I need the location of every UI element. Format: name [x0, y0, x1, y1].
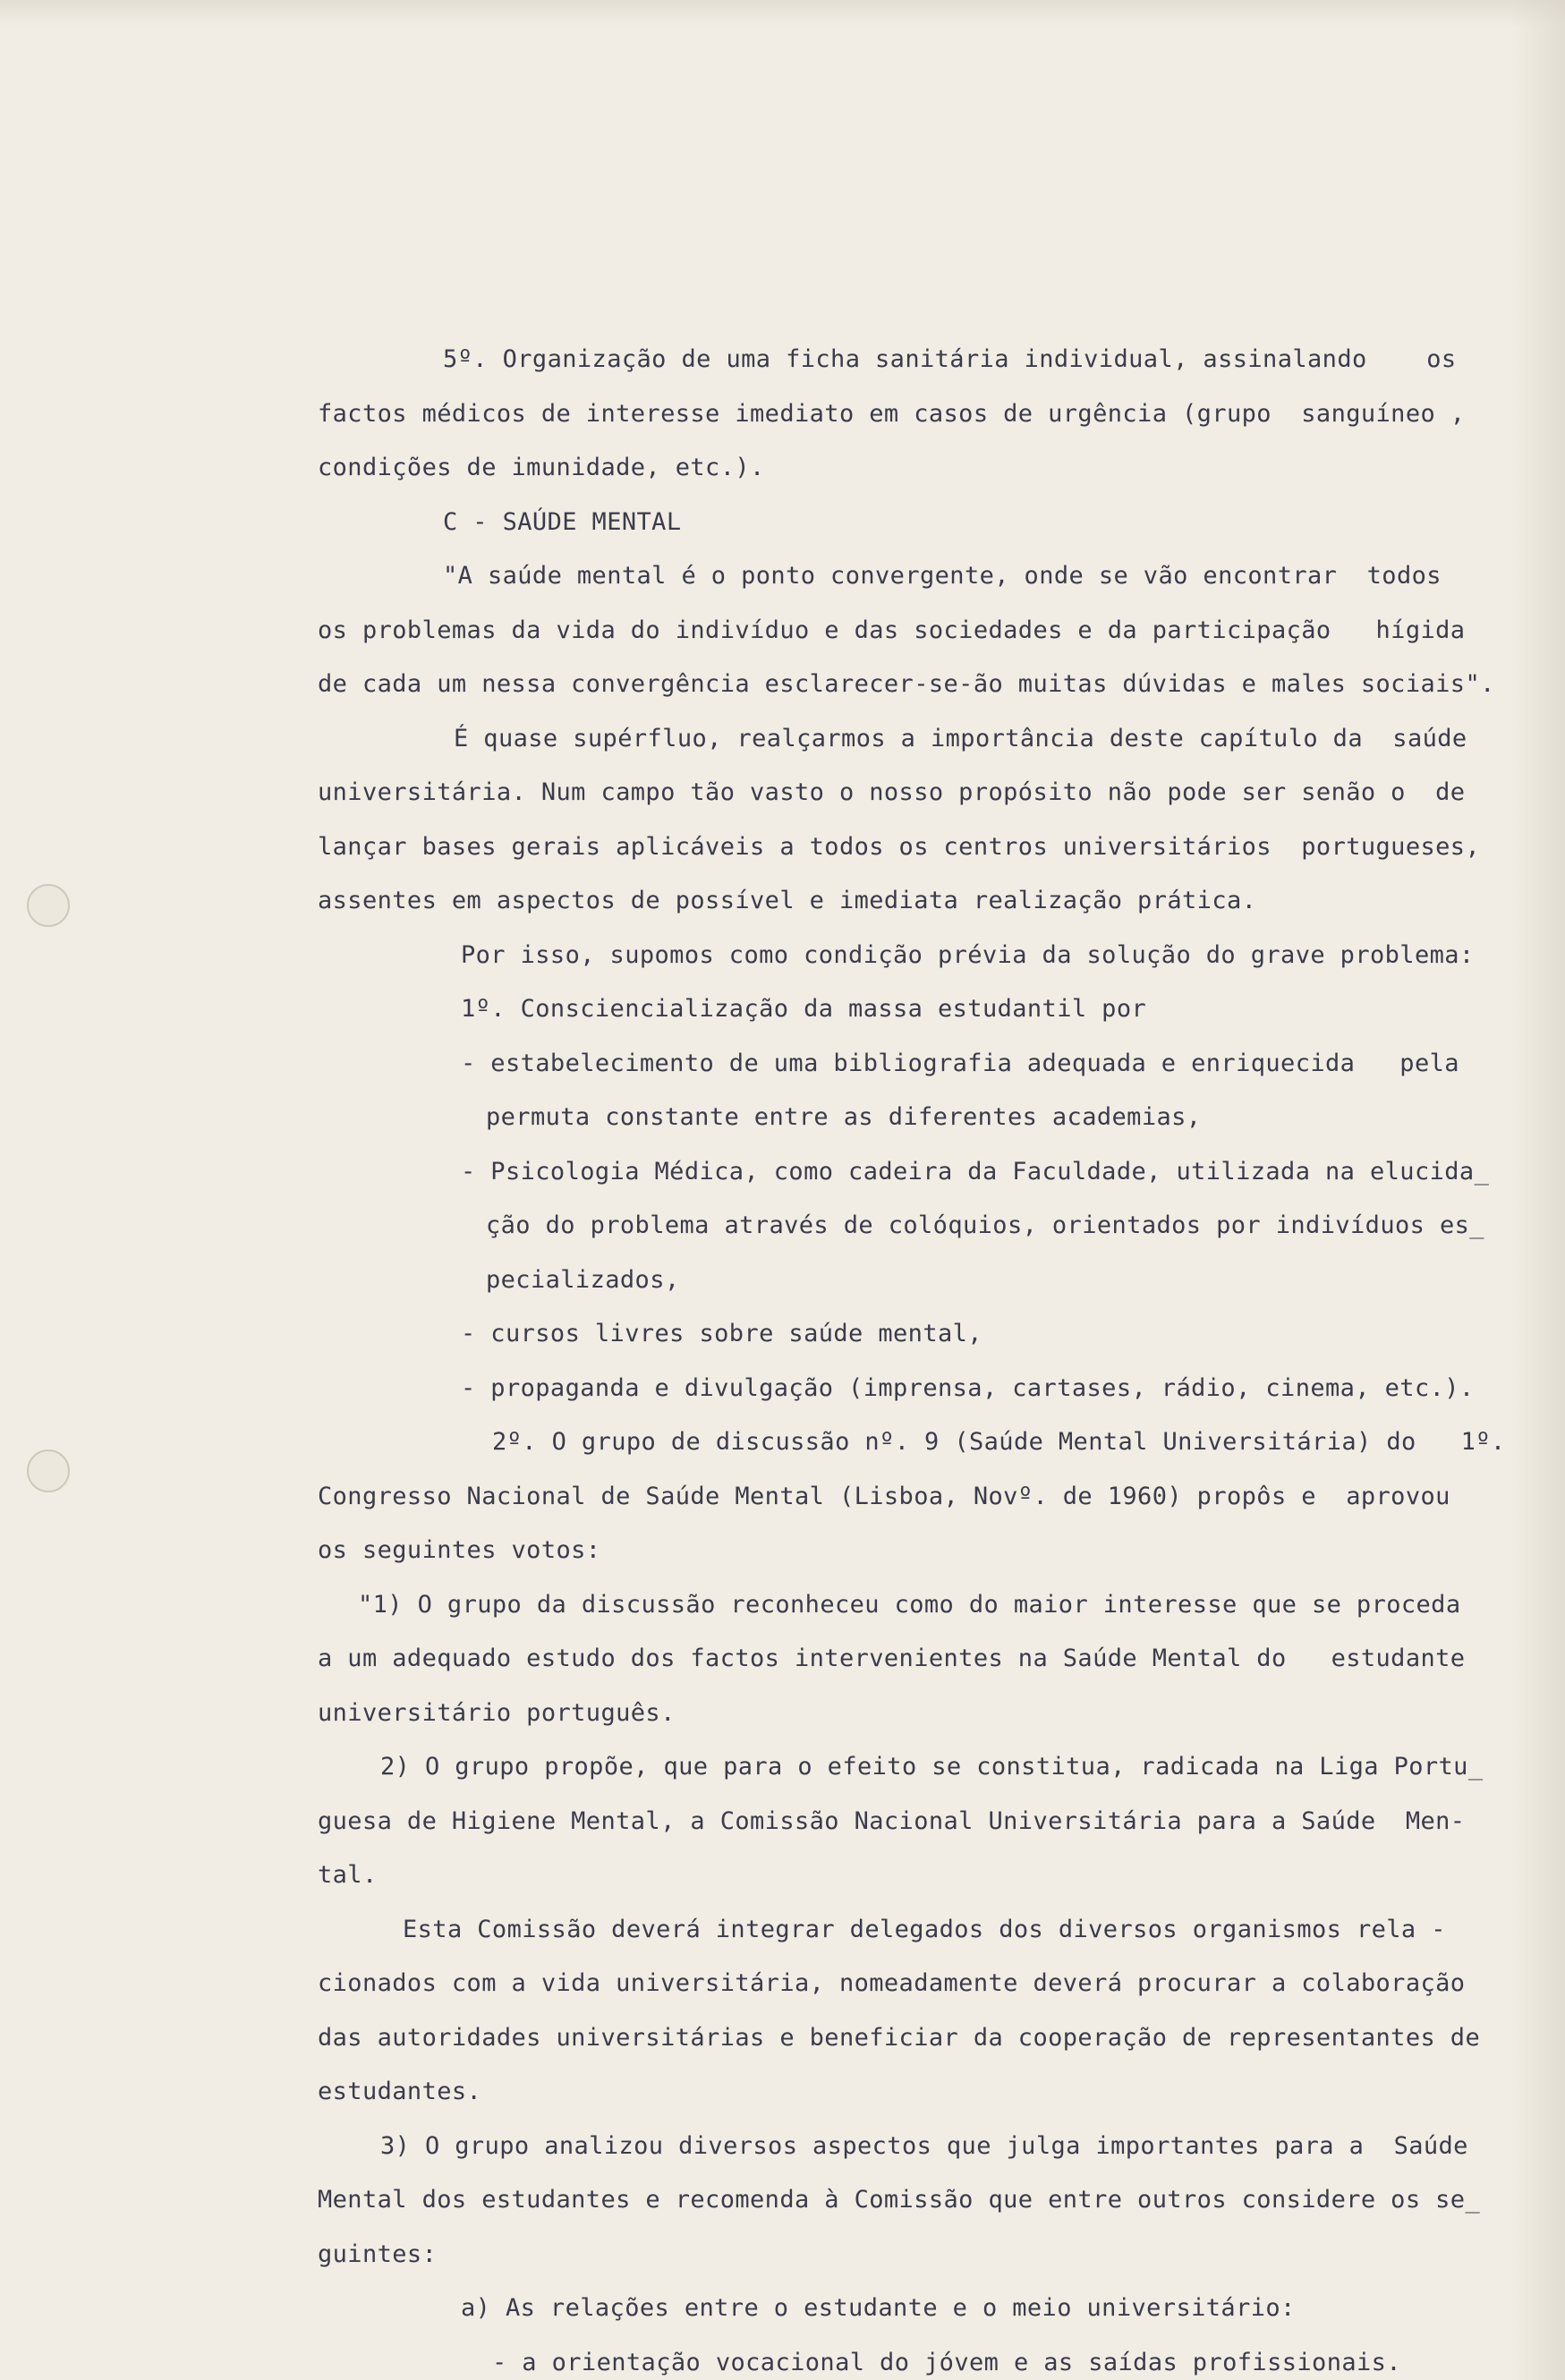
text-line: estudantes. — [318, 2078, 482, 2105]
text-line: universitário português. — [318, 1698, 676, 1727]
typed-text-body — [318, 333, 1506, 2380]
text-line: pecializados, — [486, 1265, 680, 1294]
text-line: Esta Comissão deverá integrar delegados dos diversos organismos rela - — [403, 1915, 1446, 1943]
text-line: - a orientação vocacional do jóvem e as saídas profissionais. — [492, 2348, 1401, 2376]
text-line: tal. — [318, 1861, 378, 1889]
text-line: cionados com a vida universitária, nomeadamente deverá procurar a colaboração — [318, 1969, 1466, 1997]
text-line: 2) O grupo propõe, que para o efeito se constitua, radicada na Liga Portu_ — [380, 1753, 1484, 1781]
list-item: - estabelecimento de uma bibliografia adequada e enriquecida pela — [461, 1049, 1459, 1077]
text-line: "1) O grupo da discussão reconheceu como do maior interesse que se proceda — [358, 1590, 1461, 1619]
text-line: a um adequado estudo dos factos intervenientes na Saúde Mental do estudante — [318, 1645, 1466, 1672]
text-line: guesa de Higiene Mental, a Comissão Nacional Universitária para a Saúde Men- — [318, 1806, 1466, 1835]
text-line: os seguintes votos: — [318, 1536, 601, 1564]
punch-hole — [27, 1449, 70, 1492]
text-line: a) As relações entre o estudante e o meio universitário: — [461, 2294, 1296, 2322]
text-line: Mental dos estudantes e recomenda à Comissão que entre outros considere os se_ — [318, 2186, 1481, 2214]
text-line: ção do problema através de colóquios, orientados por indivíduos es_ — [486, 1211, 1484, 1239]
text-line: condições de imunidade, etc.). — [318, 454, 765, 481]
text-line: de cada um nessa convergência esclarecer-se-ão muitas dúvidas e males sociais". — [318, 670, 1495, 698]
text-line: "A saúde mental é o ponto convergente, onde se vão encontrar todos — [443, 562, 1442, 590]
text-line: 3) O grupo analizou diversos aspectos que julga importantes para a Saúde — [380, 2131, 1468, 2160]
text-line: 1º. Consciencialização da massa estudantil por — [461, 995, 1147, 1023]
text-line: das autoridades universitárias e beneficiar da cooperação de representantes de — [318, 2023, 1481, 2052]
text-line: factos médicos de interesse imediato em casos de urgência (grupo sanguíneo , — [318, 399, 1466, 428]
text-line: universitária. Num campo tão vasto o nosso propósito não pode ser senão o de — [318, 778, 1466, 806]
list-item: - propaganda e divulgação (imprensa, cartases, rádio, cinema, etc.). — [461, 1373, 1475, 1402]
text-line: 2º. O grupo de discussão nº. 9 (Saúde Mental Universitária) do 1º. — [492, 1428, 1506, 1456]
punch-hole — [27, 884, 70, 927]
text-line: assentes em aspectos de possível e imediata realização prática. — [318, 887, 1257, 914]
text-line: É quase supérfluo, realçarmos a importância deste capítulo da saúde — [454, 724, 1467, 752]
text-line: guintes: — [318, 2240, 438, 2268]
text-line: os problemas da vida do indivíduo e das sociedades e da participação hígida — [318, 616, 1466, 644]
text-line: permuta constante entre as diferentes academias, — [486, 1103, 1202, 1131]
list-item: - cursos livres sobre saúde mental, — [461, 1320, 982, 1347]
text-line: 5º. Organização de uma ficha sanitária individual, assinalando os — [443, 345, 1457, 373]
text-line: Congresso Nacional de Saúde Mental (Lisboa, Novº. de 1960) propôs e aprovou — [318, 1482, 1450, 1510]
list-item: - Psicologia Médica, como cadeira da Faculdade, utilizada na elucida_ — [461, 1157, 1490, 1186]
text-line: lançar bases gerais aplicáveis a todos os centros universitários portugueses, — [318, 832, 1481, 861]
text-line: Por isso, supomos como condição prévia da solução do grave problema: — [461, 940, 1475, 969]
section-heading: C - SAÚDE MENTAL — [443, 507, 682, 536]
